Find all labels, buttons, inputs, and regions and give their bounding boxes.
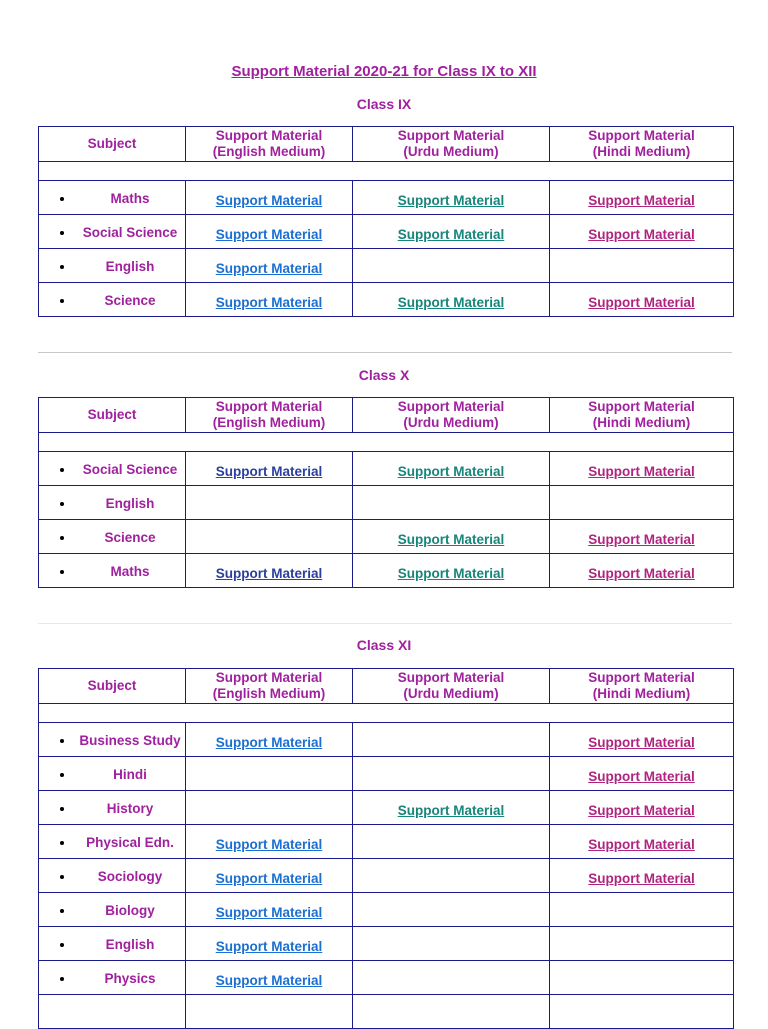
subject-name: History bbox=[106, 801, 154, 816]
subject-list bbox=[39, 293, 185, 308]
subject-item bbox=[75, 835, 185, 850]
subject-list bbox=[39, 733, 185, 748]
support-material-link-urdu[interactable]: Support Material bbox=[397, 193, 505, 208]
table-row bbox=[39, 825, 734, 859]
hindi-medium-header: Support Material (Hindi Medium) bbox=[550, 669, 734, 704]
english-medium-cell bbox=[186, 452, 353, 486]
hindi-medium-cell bbox=[550, 215, 734, 249]
support-material-link-english[interactable]: Support Material bbox=[215, 227, 323, 242]
subject-item bbox=[75, 903, 185, 918]
subject-name: Physics bbox=[104, 971, 156, 986]
subject-name: Social Science bbox=[82, 462, 178, 477]
support-material-link-urdu[interactable]: Support Material bbox=[397, 295, 505, 310]
subject-item bbox=[75, 259, 185, 274]
table-row bbox=[39, 249, 734, 283]
support-material-link-hindi[interactable]: Support Material bbox=[588, 193, 695, 208]
subject-cell bbox=[39, 215, 186, 249]
urdu-medium-cell bbox=[353, 486, 550, 520]
urdu-medium-cell bbox=[353, 554, 550, 588]
subject-cell bbox=[39, 757, 186, 791]
urdu-medium-header: Support Material (Urdu Medium) bbox=[353, 398, 550, 433]
support-material-link-hindi[interactable]: Support Material bbox=[588, 532, 695, 547]
english-medium-cell bbox=[186, 757, 353, 791]
hindi-medium-cell bbox=[550, 283, 734, 317]
urdu-medium-cell bbox=[353, 520, 550, 554]
table-row bbox=[39, 859, 734, 893]
subject-name: English bbox=[105, 937, 155, 952]
spacer-row bbox=[39, 433, 734, 452]
support-material-link-urdu[interactable]: Support Material bbox=[397, 464, 505, 479]
english-medium-cell bbox=[186, 486, 353, 520]
table-row bbox=[39, 520, 734, 554]
english-medium-cell bbox=[186, 181, 353, 215]
subject-item bbox=[75, 293, 185, 308]
hindi-medium-cell bbox=[550, 249, 734, 283]
subject-cell bbox=[39, 452, 186, 486]
urdu-medium-cell bbox=[353, 452, 550, 486]
subject-list bbox=[39, 937, 185, 952]
subject-name: Science bbox=[104, 530, 156, 545]
english-medium-cell bbox=[186, 893, 353, 927]
hindi-medium-cell bbox=[550, 961, 734, 995]
class-xi-table bbox=[38, 668, 734, 1029]
support-material-link-hindi[interactable]: Support Material bbox=[588, 566, 695, 581]
urdu-medium-cell bbox=[353, 757, 550, 791]
subject-item bbox=[75, 801, 185, 816]
hindi-medium-cell bbox=[550, 452, 734, 486]
class-ix-heading: Class IX bbox=[356, 96, 412, 112]
urdu-medium-cell bbox=[353, 791, 550, 825]
urdu-medium-cell bbox=[353, 961, 550, 995]
subject-name: Hindi bbox=[113, 767, 147, 782]
subject-item bbox=[75, 869, 185, 884]
subject-cell bbox=[39, 927, 186, 961]
table-row bbox=[39, 791, 734, 825]
subject-item bbox=[75, 225, 185, 240]
hindi-medium-cell bbox=[550, 927, 734, 961]
table-row bbox=[39, 893, 734, 927]
support-material-link-english[interactable]: Support Material bbox=[215, 261, 323, 276]
hindi-medium-header: Support Material (Hindi Medium) bbox=[550, 398, 734, 433]
table-row bbox=[39, 181, 734, 215]
support-material-link-english[interactable]: Support Material bbox=[215, 295, 323, 310]
class-x-table bbox=[38, 397, 734, 588]
table-row bbox=[39, 757, 734, 791]
support-material-link-english[interactable]: Support Material bbox=[215, 871, 323, 886]
hindi-medium-cell bbox=[550, 520, 734, 554]
english-medium-cell bbox=[186, 249, 353, 283]
hindi-medium-cell bbox=[550, 859, 734, 893]
subject-name: Social Science bbox=[82, 225, 178, 240]
hindi-medium-cell bbox=[550, 825, 734, 859]
subject-name: Science bbox=[104, 293, 156, 308]
subject-cell bbox=[39, 893, 186, 927]
subject-list bbox=[39, 462, 185, 477]
english-medium-header: Support Material (English Medium) bbox=[186, 669, 353, 704]
class-x-heading: Class X bbox=[358, 367, 410, 383]
support-material-link-urdu[interactable]: Support Material bbox=[397, 566, 505, 581]
support-material-link-english[interactable]: Support Material bbox=[215, 735, 323, 750]
urdu-medium-cell bbox=[353, 995, 550, 1029]
english-medium-header: Support Material (English Medium) bbox=[186, 398, 353, 433]
subject-list bbox=[39, 530, 185, 545]
support-material-link-hindi[interactable]: Support Material bbox=[588, 871, 695, 886]
subject-name: Physical Edn. bbox=[86, 835, 174, 850]
subject-cell bbox=[39, 961, 186, 995]
spacer-cell bbox=[39, 162, 734, 181]
english-medium-cell bbox=[186, 927, 353, 961]
subject-item bbox=[75, 767, 185, 782]
subject-cell bbox=[39, 859, 186, 893]
hindi-medium-header: Support Material (Hindi Medium) bbox=[550, 127, 734, 162]
support-material-link-hindi[interactable]: Support Material bbox=[588, 837, 695, 852]
table-row bbox=[39, 927, 734, 961]
english-medium-cell bbox=[186, 554, 353, 588]
hindi-medium-cell bbox=[550, 893, 734, 927]
support-material-link-hindi[interactable]: Support Material bbox=[588, 227, 695, 242]
urdu-medium-cell bbox=[353, 249, 550, 283]
subject-cell bbox=[39, 554, 186, 588]
subject-list bbox=[39, 767, 185, 782]
table-row bbox=[39, 995, 734, 1029]
urdu-medium-header: Support Material (Urdu Medium) bbox=[353, 669, 550, 704]
subject-list bbox=[39, 191, 185, 206]
english-medium-cell bbox=[186, 215, 353, 249]
table-row bbox=[39, 961, 734, 995]
subject-cell bbox=[39, 995, 186, 1029]
hindi-medium-cell bbox=[550, 486, 734, 520]
subject-list bbox=[39, 225, 185, 240]
english-medium-cell bbox=[186, 961, 353, 995]
english-medium-cell bbox=[186, 791, 353, 825]
hindi-medium-cell bbox=[550, 791, 734, 825]
subject-item bbox=[75, 496, 185, 511]
class-ix-table bbox=[38, 126, 734, 317]
subject-list bbox=[39, 835, 185, 850]
subject-name: Maths bbox=[110, 564, 150, 579]
subject-name: English bbox=[105, 496, 155, 511]
table-row bbox=[39, 554, 734, 588]
urdu-medium-header: Support Material (Urdu Medium) bbox=[353, 127, 550, 162]
support-material-link-english[interactable]: Support Material bbox=[215, 837, 323, 852]
page-title[interactable]: Support Material 2020-21 for Class IX to XII bbox=[231, 63, 537, 80]
subject-cell bbox=[39, 283, 186, 317]
subject-item bbox=[75, 530, 185, 545]
english-medium-cell bbox=[186, 995, 353, 1029]
support-material-link-urdu[interactable]: Support Material bbox=[397, 532, 505, 547]
subject-name: Biology bbox=[105, 903, 155, 918]
table-row bbox=[39, 452, 734, 486]
urdu-medium-cell bbox=[353, 215, 550, 249]
urdu-medium-cell bbox=[353, 825, 550, 859]
section-divider bbox=[38, 623, 732, 624]
spacer-cell bbox=[39, 704, 734, 723]
support-material-link-hindi[interactable]: Support Material bbox=[588, 295, 695, 310]
subject-cell bbox=[39, 181, 186, 215]
subject-cell bbox=[39, 486, 186, 520]
support-material-link-urdu[interactable]: Support Material bbox=[397, 803, 505, 818]
subject-item bbox=[75, 462, 185, 477]
class-xi-heading: Class XI bbox=[356, 637, 412, 653]
subject-cell bbox=[39, 791, 186, 825]
support-material-link-hindi[interactable]: Support Material bbox=[588, 735, 695, 750]
subject-header: Subject bbox=[39, 669, 186, 704]
hindi-medium-cell bbox=[550, 757, 734, 791]
urdu-medium-cell bbox=[353, 927, 550, 961]
subject-name: Business Study bbox=[79, 733, 181, 748]
subject-name: Sociology bbox=[97, 869, 163, 884]
subject-cell bbox=[39, 520, 186, 554]
subject-list bbox=[39, 801, 185, 816]
subject-cell bbox=[39, 249, 186, 283]
urdu-medium-cell bbox=[353, 859, 550, 893]
urdu-medium-cell bbox=[353, 283, 550, 317]
urdu-medium-cell bbox=[353, 181, 550, 215]
hindi-medium-cell bbox=[550, 723, 734, 757]
english-medium-cell bbox=[186, 825, 353, 859]
english-medium-header: Support Material (English Medium) bbox=[186, 127, 353, 162]
subject-list bbox=[39, 564, 185, 579]
table-row bbox=[39, 723, 734, 757]
hindi-medium-cell bbox=[550, 995, 734, 1029]
hindi-medium-cell bbox=[550, 181, 734, 215]
subject-header: Subject bbox=[39, 127, 186, 162]
english-medium-cell bbox=[186, 520, 353, 554]
subject-name: English bbox=[105, 259, 155, 274]
subject-list bbox=[39, 903, 185, 918]
support-material-link-english[interactable]: Support Material bbox=[215, 905, 323, 920]
spacer-cell bbox=[39, 433, 734, 452]
support-material-link-hindi[interactable]: Support Material bbox=[588, 769, 695, 784]
english-medium-cell bbox=[186, 283, 353, 317]
english-medium-cell bbox=[186, 723, 353, 757]
table-row bbox=[39, 486, 734, 520]
support-material-link-english[interactable]: Support Material bbox=[215, 464, 323, 479]
subject-name: Maths bbox=[110, 191, 150, 206]
subject-cell bbox=[39, 825, 186, 859]
support-material-link-english[interactable]: Support Material bbox=[215, 193, 323, 208]
subject-item bbox=[75, 564, 185, 579]
support-material-link-hindi[interactable]: Support Material bbox=[588, 464, 695, 479]
urdu-medium-cell bbox=[353, 723, 550, 757]
table-row bbox=[39, 283, 734, 317]
hindi-medium-cell bbox=[550, 554, 734, 588]
subject-item bbox=[75, 937, 185, 952]
subject-list bbox=[39, 869, 185, 884]
spacer-row bbox=[39, 162, 734, 181]
subject-item bbox=[75, 191, 185, 206]
subject-item bbox=[75, 971, 185, 986]
support-material-link-english[interactable]: Support Material bbox=[215, 939, 323, 954]
subject-list bbox=[39, 971, 185, 986]
support-material-link-urdu[interactable]: Support Material bbox=[397, 227, 505, 242]
support-material-link-english[interactable]: Support Material bbox=[215, 973, 323, 988]
section-divider bbox=[38, 352, 732, 353]
subject-cell bbox=[39, 723, 186, 757]
table-row bbox=[39, 215, 734, 249]
support-material-link-hindi[interactable]: Support Material bbox=[588, 803, 695, 818]
spacer-row bbox=[39, 704, 734, 723]
subject-item bbox=[75, 733, 185, 748]
support-material-link-english[interactable]: Support Material bbox=[215, 566, 323, 581]
subject-header: Subject bbox=[39, 398, 186, 433]
subject-list bbox=[39, 259, 185, 274]
english-medium-cell bbox=[186, 859, 353, 893]
subject-list bbox=[39, 496, 185, 511]
urdu-medium-cell bbox=[353, 893, 550, 927]
